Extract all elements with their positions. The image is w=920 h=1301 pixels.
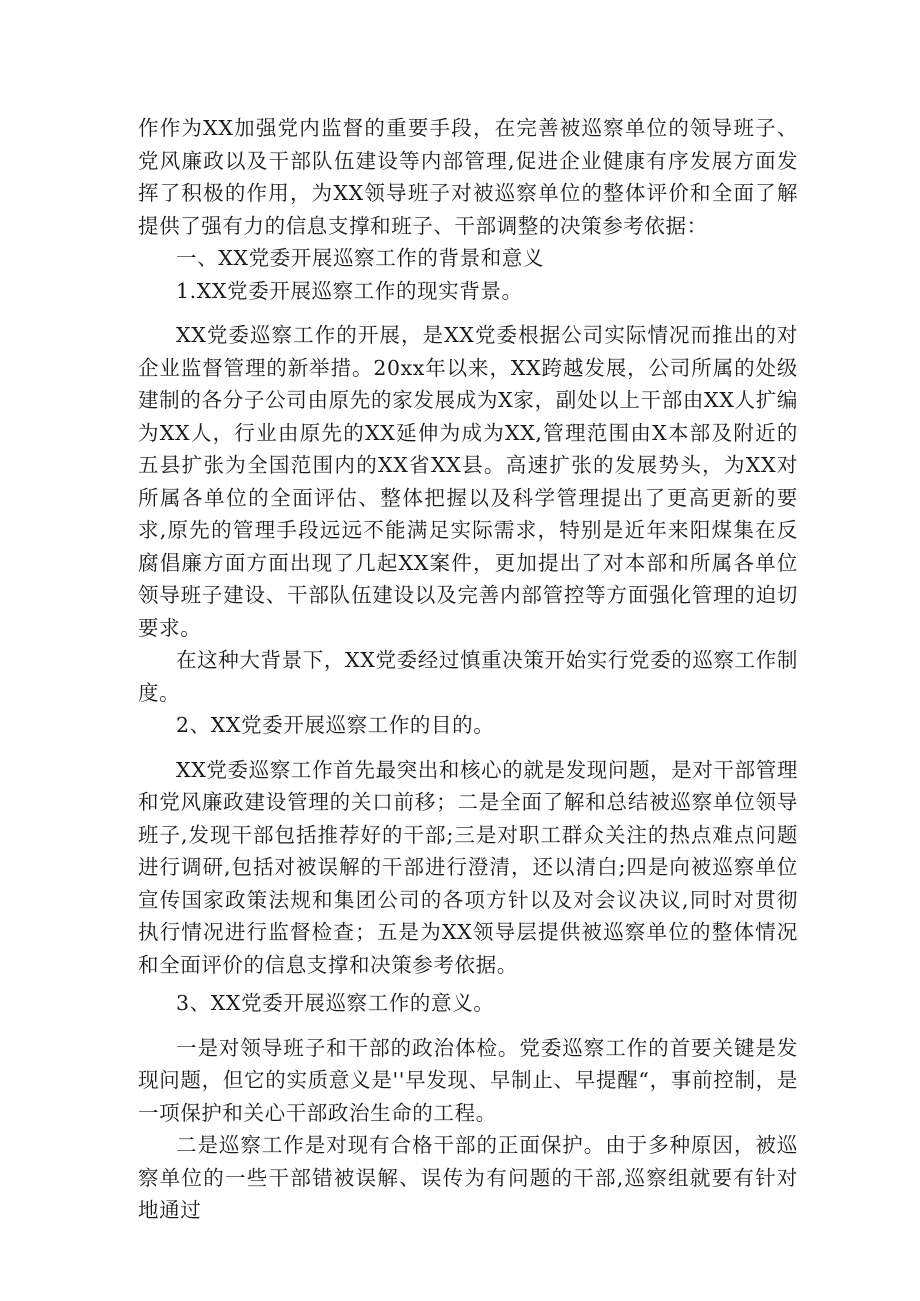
paragraph-purpose: XX党委巡察工作首先最突出和核心的就是发现问题，是对干部管理和党风廉政建设管理的关口前移；二是全面了解和总结被巡察单位领导班子,发现干部包括推荐好的干部;三是对职工群众关注的热点难点问题进行调研,包括对被误解的干部进行澄清，还以清白;四是向被巡察单位宣传国家政策法规和集团公司的各项方针以及对会议决议,同时对贯彻执行情况进行监督检查；五是为XX领导层提供被巡察单位的整体情况和全面评价的信息支撑和决策参考依据。 bbox=[138, 757, 798, 977]
subheading-background: 1.XX党委开展巡察工作的现实背景。 bbox=[176, 278, 523, 303]
paragraph-background: XX党委巡察工作的开展，是XX党委根据公司实际情况而推出的对企业监督管理的新举措。20xx年以来，XX跨越发展，公司所属的处级建制的各分子公司由原先的家发展成为X家，副处以上干部由XX人扩编为XX人，行业由原先的XX延伸为成为XX,管理范围由X本部及附近的五县扩张为全国范围内的XX省XX县。高速扩张的发展势头，为XX对所属各单位的全面评估、整体把握以及科学管理提出了更高更新的要求,原先的管理手段远远不能满足实际需求，特别是近年来阳煤集在反腐倡廉方面方面出现了几起XX案件，更加提出了对本部和所属各单位领导班子建设、干部队伍建设以及完善内部管控等方面强化管理的迫切要求。 bbox=[138, 323, 798, 640]
paragraph-significance-two: 二是巡察工作是对现有合格干部的正面保护。由于多种原因，被巡察单位的一些干部错被误解、误传为有问题的干部,巡察组就要有针对地通过 bbox=[138, 1133, 798, 1222]
paragraph-context: 在这种大背景下，XX党委经过慎重决策开始实行党委的巡察工作制度。 bbox=[138, 648, 798, 705]
paragraph-significance-one: 一是对领导班子和干部的政治体检。党委巡察工作的首要关键是发现问题，但它的实质意义是''早发现、早制止、早提醒“，事前控制，是一项保护和关心干部政治生命的工程。 bbox=[138, 1035, 798, 1125]
subheading-significance: 3、XX党委开展巡察工作的意义。 bbox=[176, 991, 495, 1015]
heading-section-one: 一、XX党委开展巡察工作的背景和意义 bbox=[176, 246, 544, 270]
document-body bbox=[138, 112, 798, 1227]
subheading-purpose: 2、XX党委开展巡察工作的目的。 bbox=[176, 713, 495, 737]
paragraph-intro-continuation: 作作为XX加强党内监督的重要手段，在完善被巡察单位的领导班子、党风廉政以及干部队伍建设等内部管理,促进企业健康有序发展方面发挥了积极的作用，为XX领导班子对被巡察单位的整体评价和全面了解提供了强有力的信息支撑和班子、干部调整的决策参考依据： bbox=[138, 116, 798, 238]
